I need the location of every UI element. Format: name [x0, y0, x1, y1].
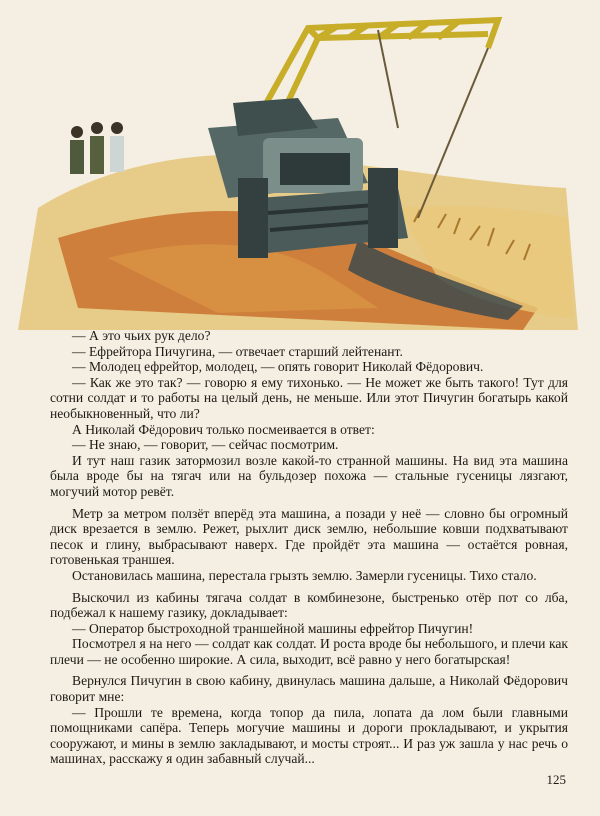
paragraph: Посмотрел я на него — солдат как солдат. И роста вроде бы небольшого, и плечи как плечи — не особенно широкие. А сила, выходит, всё равно у него богатырская! — [50, 636, 568, 667]
body-text — [50, 328, 568, 767]
paragraph: — Молодец ефрейтор, молодец, — опять говорит Николай Фёдорович. — [72, 359, 484, 375]
paragraph: — Не знаю, — говорит, — сейчас посмотрим. — [72, 437, 339, 453]
paragraph: И тут наш газик затормозил возле какой-то странной машины. На вид эта машина была вроде бы на тягач или на бульдозер похожа — стальные гусеницы лязгают, могучий мотор ревёт. — [50, 452, 568, 499]
paragraph: — Ефрейтора Пичугина, — отвечает старший лейтенант. — [72, 343, 403, 359]
page-number: 125 — [546, 772, 566, 787]
paragraph: Выскочил из кабины тягача солдат в комбинезоне, быстренько отёр пот со лба, подбежал к нашему газику, докладывает: — [50, 589, 568, 621]
crane-cable-2 — [378, 30, 398, 128]
soldiers-group — [70, 122, 124, 174]
paragraph: — Прошли те времена, когда топор да пила, лопата да лом были главными помощниками сапёра. Теперь могучие машины и дороги прокладывают, и укрытия сооружают, и мины в землю закладывают, и мосты строят... И раз уж зашла у нас речь о машинах, расскажу я один забавный случай... — [50, 704, 568, 767]
illustration-svg — [18, 8, 578, 330]
paragraph: — Оператор быстроходной траншейной машины ефрейтор Пичугин! — [72, 620, 474, 636]
paragraph: Вернулся Пичугин в свою кабину, двинулась машина дальше, а Николай Фёдорович говорит мне: — [50, 673, 568, 705]
trench-machine — [208, 98, 408, 258]
illustration-trench-machine — [18, 8, 578, 330]
paragraph: Остановилась машина, перестала грызть землю. Замерли гусеницы. Тихо стало. — [72, 567, 537, 583]
paragraph: — А это чьих рук дело? — [72, 328, 211, 343]
paragraph: — Как же это так? — говорю я ему тихонько. — Не может же быть такого! Тут для сотни солдат и то работы на целый день, не меньше. Или этот Пичугин богатырь какой необыкновенный, что ли? — [50, 374, 568, 421]
paragraph: А Николай Фёдорович только посмеивается в ответ: — [72, 421, 375, 437]
paragraph: Метр за метром ползёт вперёд эта машина, а позади у неё — словно бы огромный диск врезается в землю. Режет, рыхлит диск землю, небольшие ковши подхватывают песок и глину, выбрасывают наверх. Где пройдёт эта машина — остаётся ровная, готовенькая траншея. — [50, 505, 568, 568]
